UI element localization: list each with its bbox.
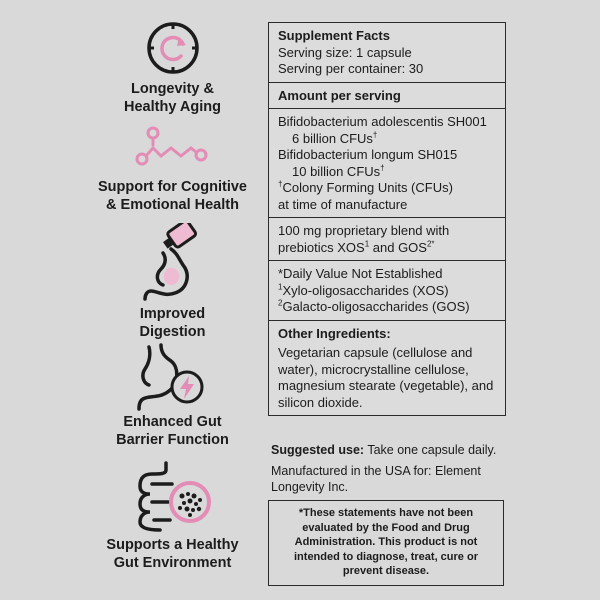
suggested-use [271,442,507,500]
benefit-longevity [90,18,255,116]
cfu-note-2: at time of manufacture [278,196,408,212]
blend-line-1: 100 mg proprietary blend with [278,223,450,238]
amount-header: Amount per serving [278,87,401,103]
amount-header-section [269,83,505,110]
benefit-label: Supports a Healthy Gut Environment [106,537,239,571]
facts-title: Supplement Facts [278,28,390,43]
strain1-name: Bifidobacterium adolescentis SH001 [278,114,487,129]
supplement-facts-panel [268,22,506,416]
suggested-use-label: Suggested use: [271,443,365,457]
benefit-label: Support for Cognitive & Emotional Health [97,179,247,213]
notes-section [269,261,505,321]
intestine-magnifier-icon [130,460,216,534]
clock-refresh-icon [143,18,203,78]
benefit-label: Improved Digestion [139,306,206,340]
cfu-note: †Colony Forming Units (CFUs) [278,179,453,195]
servings-per-container: Serving per container: 30 [278,61,424,76]
blend-section [269,218,505,261]
daily-value-note: *Daily Value Not Established [278,266,443,281]
benefit-barrier [90,343,255,449]
benefit-label: Enhanced Gut Barrier Function [116,414,229,448]
benefit-cognitive [90,126,255,214]
xos-note: $^1$Xylo-oligosaccharides (XOS) [278,282,449,298]
benefit-digestion [90,223,255,341]
suggested-use-line: Suggested use: Take one capsule daily. [271,443,497,457]
serving-section [269,23,505,83]
blend-line-2: prebiotics XOS$^1$ and $GOS^{2*}$ [278,239,435,255]
other-ingredients-section [269,321,505,416]
gos-note: $^2$Galacto-oligosaccharides (GOS) [278,298,470,314]
benefit-gut-environment [90,460,255,572]
stomach-lightning-icon [131,343,215,411]
stomach-bottle-icon [133,223,213,303]
serving-size: Serving size: 1 capsule [278,44,412,60]
benefit-label: Longevity & Healthy Aging [124,81,221,115]
strain2-name: Bifidobacterium longum SH015 [278,147,458,162]
other-ingredients-text: Vegetarian capsule (cellulose and water), microcrystalline cellulose, magnesium stearate (vegetable), and silicon dioxide. [278,345,494,410]
other-ingredients-title: Other Ingredients: [278,325,391,341]
molecule-icon [133,126,213,170]
strains-section [269,109,505,218]
strain1-amount: 6 billion CFUs† [292,130,378,146]
fda-disclaimer: *These statements have not been evaluated by the Food and Drug Administration. This product is not intended to diagnose, treat, cure or prevent disease. [268,500,504,586]
manufactured-by: Manufactured in the USA for: Element Longevity Inc. [271,464,481,494]
strain2-amount: 10 billion CFUs† [292,163,385,179]
